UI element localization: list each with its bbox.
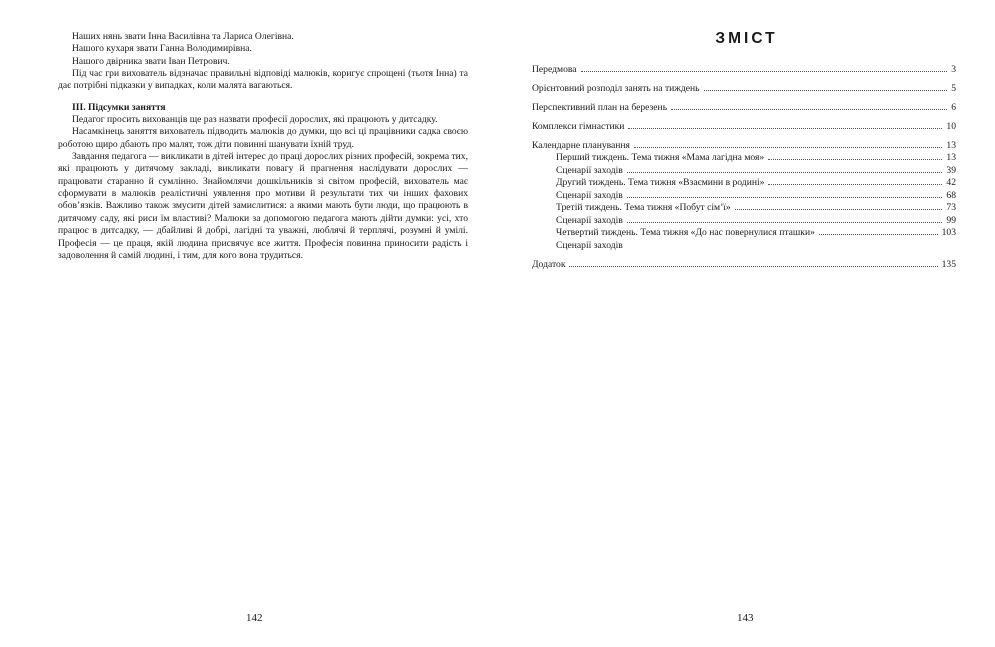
toc-entry-weekly-distribution[interactable] — [532, 82, 956, 95]
toc-subentry[interactable] — [532, 177, 956, 190]
dot-leader — [628, 128, 942, 129]
dot-leader — [581, 71, 948, 72]
toc-entry-label: Календарне планування — [532, 140, 630, 151]
toc-entry-preface[interactable] — [532, 63, 956, 76]
toc-subentry-label: Другий тиждень. Тема тижня «Взаємини в родині» — [556, 177, 765, 188]
toc-entry-march-plan[interactable] — [532, 101, 956, 114]
toc-page-number: 13 — [946, 140, 956, 151]
toc-subentry-label: Перший тиждень. Тема тижня «Мама лагідна моя» — [556, 152, 765, 163]
toc-subentry[interactable] — [532, 152, 956, 165]
dot-leader — [735, 209, 943, 210]
janitor-line: Нашого двірника звати Іван Петрович. — [72, 55, 230, 67]
toc-subentry[interactable] — [532, 190, 956, 203]
dot-leader — [627, 222, 943, 223]
toc-subentry-label: Сценарії заходів — [556, 189, 623, 201]
toc-entry-gymnastics[interactable] — [532, 120, 956, 133]
toc-page-number: 3 — [951, 64, 956, 75]
game-note-paragraph: Під час гри вихователь відзначає правильні відповіді малюків, коригує спрощені (тьотя Інна) та дає потрібні підказки у випадках, коли малята вагаються. — [58, 68, 468, 92]
page-number: 143 — [737, 612, 754, 624]
dot-leader — [819, 234, 938, 235]
toc-page-number: 10 — [946, 121, 956, 132]
dot-leader — [768, 159, 942, 160]
toc-page-number: 39 — [946, 164, 956, 176]
dot-leader — [768, 184, 942, 185]
left-page — [0, 0, 497, 647]
toc-entry-label: Додаток — [532, 259, 566, 270]
cook-line: Нашого кухаря звати Ганна Володимирівна. — [72, 43, 252, 55]
dot-leader — [704, 90, 948, 91]
toc-entry-label: Передмова — [532, 64, 577, 75]
calendar-subentries — [532, 152, 956, 252]
body-paragraph: Насамкінець заняття вихователь підводить малюків до думки, що всі ці працівники садка своєю роботою щиро дбають про малят, тож діти повинні шанувати їхній труд. — [58, 126, 468, 150]
toc-page-number: 42 — [946, 177, 956, 188]
toc-subentry-label: Четвертий тиждень. Тема тижня «До нас повернулися пташки» — [556, 227, 815, 238]
toc-page-number: 73 — [946, 202, 956, 213]
toc-page-number: 5 — [951, 83, 956, 94]
toc-subentry[interactable] — [532, 240, 956, 253]
toc-entry-label: Комплекси гімнастики — [532, 121, 625, 132]
dot-leader — [627, 172, 943, 173]
toc-subentry-label: Третій тиждень. Тема тижня «Побут сім’ї» — [556, 202, 731, 213]
toc-subentry[interactable] — [532, 215, 956, 228]
toc-entry-appendix[interactable] — [532, 258, 956, 271]
toc-entry-label: Орієнтовний розподіл занять на тиждень — [532, 83, 700, 94]
toc-entry-label: Перспективний план на березень — [532, 102, 668, 113]
toc-page-number: 135 — [941, 259, 956, 270]
toc-title: ЗМІСТ — [715, 30, 778, 47]
toc-page-number: 13 — [946, 152, 956, 163]
toc-page-number: 103 — [941, 227, 956, 238]
right-page — [498, 0, 995, 647]
dot-leader — [671, 109, 947, 110]
section-heading: ІІІ. Підсумки заняття — [72, 101, 166, 113]
table-of-contents — [532, 63, 956, 277]
left-page-body — [58, 31, 468, 262]
toc-page-number: 6 — [951, 102, 956, 113]
page-number: 142 — [246, 612, 263, 624]
dot-leader — [634, 147, 942, 148]
toc-subentry-label: Сценарії заходів — [556, 239, 623, 251]
toc-page-number: 68 — [946, 189, 956, 201]
body-paragraph: Педагог просить вихованців ще раз назвати професії дорослих, які працюють у дитсадку. — [72, 114, 438, 126]
toc-subentry[interactable] — [532, 202, 956, 215]
nannies-line: Наших нянь звати Інна Василівна та Лариса Олегівна. — [72, 31, 294, 42]
toc-entry-calendar[interactable] — [532, 139, 956, 152]
toc-subentry[interactable] — [532, 227, 956, 240]
body-paragraph: Завдання педагога — викликати в дітей інтерес до праці дорослих різних професій, зокрема тих, які працюють у дитячому закладі, викликати повагу й прагнення наслідувати дорослих — працювати старанно й сумлінно. Знайомлячи дошкільників зі світом професій, вихователь має сформувати в малюків реалістичні уявлення про мотиви й результати тих чи інших фахових обов’язків. Важливо також змусити дітей замислитися: а якими мають бути люди, що працюють в дитячому саду, які риси їм властиві? Малюки за допомогою педагога мають дійти думки: усі, хто працює в дитсадку, — дбайливі й добрі, лагідні та уважні, люблячі й терплячі, розумні й умілі. Професія — це праця, якій людина присвячує все життя. Професія повинна приносити радість і задоволення й самій людині, і тим, для кого вона трудиться. — [58, 151, 469, 261]
toc-subentry-label: Сценарії заходів — [556, 164, 623, 176]
dot-leader — [569, 266, 937, 267]
toc-page-number: 99 — [946, 214, 956, 226]
dot-leader — [627, 197, 943, 198]
toc-subentry-label: Сценарії заходів — [556, 214, 623, 226]
toc-subentry[interactable] — [532, 165, 956, 178]
